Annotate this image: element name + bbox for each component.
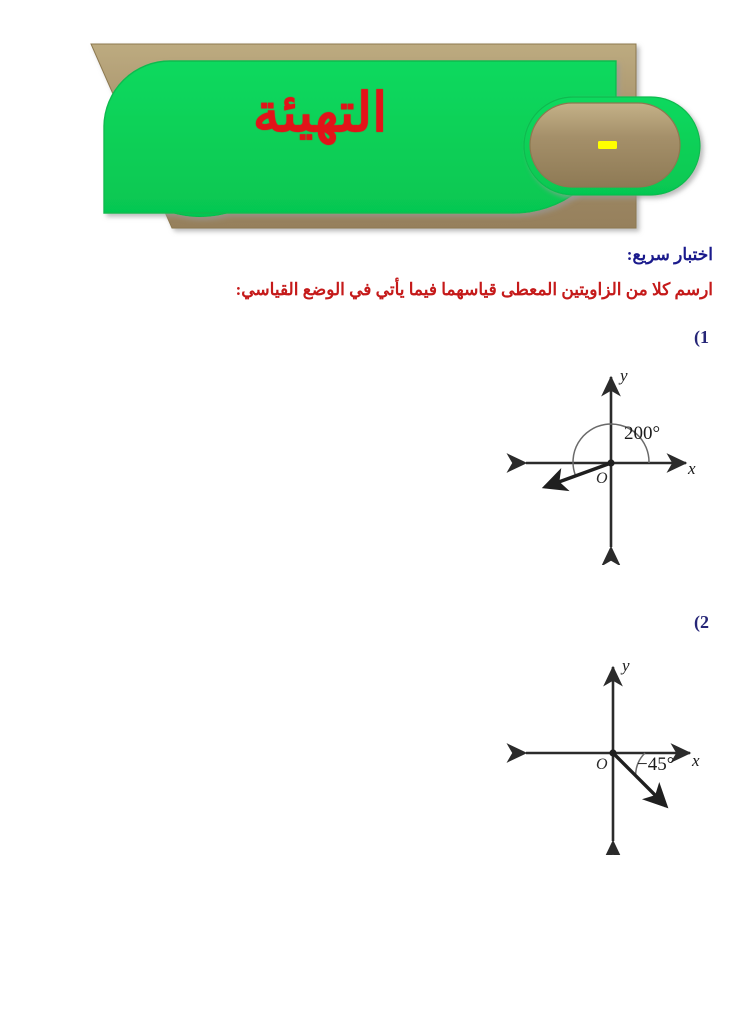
origin-dot <box>607 459 614 466</box>
banner-badge-dash-icon <box>598 141 617 149</box>
origin-dot <box>609 749 616 756</box>
diagram-angle-minus-45 <box>500 645 720 855</box>
x-axis-label: x <box>692 751 700 770</box>
banner-title: التهيئة <box>252 83 388 143</box>
angle-measure-label: −45° <box>637 754 675 775</box>
origin-label: O <box>596 756 608 773</box>
diagram-angle-200 <box>500 355 720 565</box>
x-axis-label: x <box>688 459 696 478</box>
instruction-text: ارسم كلا من الزاويتين المعطى قياسهما فيما يأتي في الوضع القياسي: <box>235 280 713 299</box>
y-axis-label: y <box>620 366 628 385</box>
origin-label: O <box>596 470 608 487</box>
item-number-2: (2 <box>694 612 709 632</box>
banner-graphic <box>0 0 733 246</box>
page-banner <box>0 0 733 246</box>
item-number-1: (1 <box>694 327 709 347</box>
angle-measure-label: 200° <box>624 423 661 444</box>
y-axis-label: y <box>622 656 630 675</box>
quiz-label: اختبار سريع: <box>626 245 713 264</box>
